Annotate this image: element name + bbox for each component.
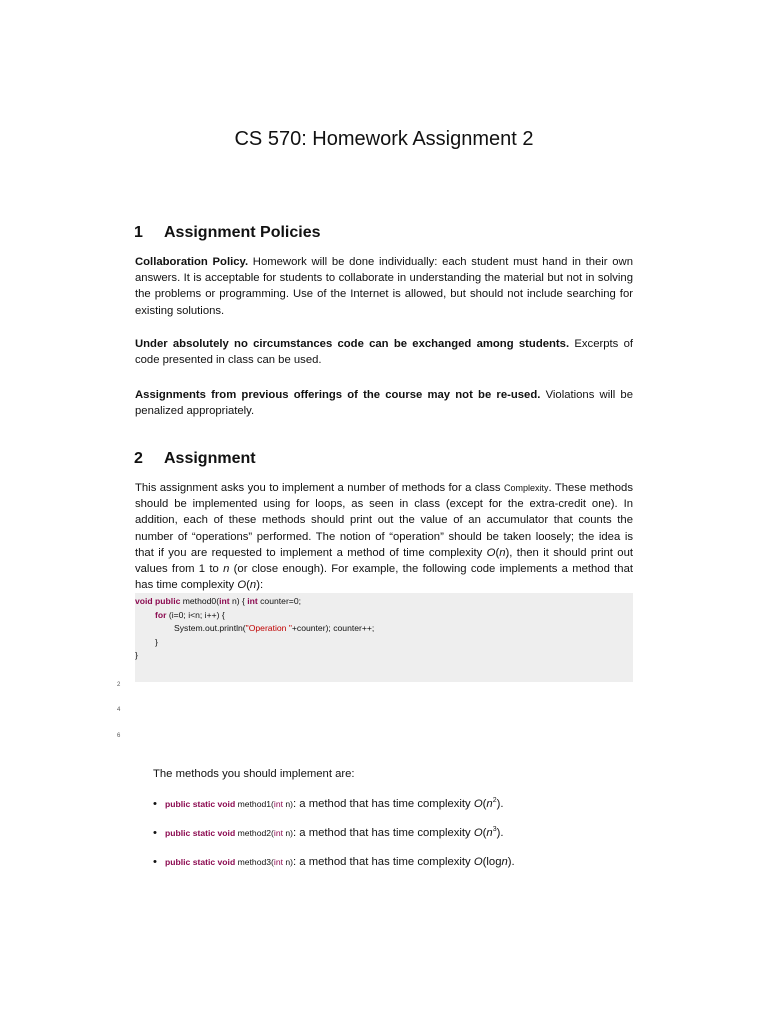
string-literal: "Operation " (245, 623, 292, 633)
code-text: n) (282, 799, 294, 809)
code-line (135, 636, 633, 650)
keyword: public static void (165, 828, 236, 838)
text: ), then it should print out values from 1 to (135, 546, 634, 576)
keyword: int (219, 596, 230, 606)
document-title: CS 570: Homework Assignment 2 (234, 128, 534, 150)
code-exchange-paragraph (135, 336, 633, 368)
section-number: 2 (134, 450, 143, 467)
class-name: Complexity (503, 483, 549, 493)
keyword: for (155, 609, 167, 620)
bold-lead: Collaboration Policy. (135, 256, 249, 268)
keyword: int (273, 857, 283, 867)
code-line (135, 622, 633, 636)
exponent: 2 (492, 797, 497, 805)
section-1-heading (134, 224, 321, 242)
description: : a method that has time complexity (293, 856, 474, 868)
exponent: 3 (492, 826, 497, 834)
code-block (135, 593, 633, 682)
code-line (135, 595, 633, 609)
line-number: 2 (117, 682, 121, 688)
code-text: n) (282, 857, 294, 867)
method-name: method2( (235, 828, 274, 838)
paragraph-text: Excerpts of code presented in class can be used. (135, 338, 633, 367)
assignment-description-paragraph (135, 480, 633, 593)
code-text: +counter); counter++; (291, 623, 375, 633)
text: . These methods should be implemented using for loops, as seen in class (except for the extra-credit one). In addition, each of these methods should print out the value of an accumulator that counts the number of “operations” performed. The notion of “operation” should be taken loosely; the idea is that if you are requested to implement a method of time complexity (135, 482, 633, 559)
section-number: 1 (134, 224, 143, 241)
list-item (153, 856, 515, 868)
code-text: n) (282, 828, 294, 838)
text: ( (246, 579, 250, 592)
text: (or close enough). For example, the following code implements a method that has time complexity (135, 563, 633, 592)
keyword: void public (135, 596, 181, 606)
collaboration-policy-paragraph (135, 254, 633, 319)
description: : a method that has time complexity (293, 798, 474, 810)
section-title: Assignment (164, 450, 256, 467)
line-number: 4 (117, 707, 121, 713)
bullet: • (153, 798, 157, 810)
text: ( (482, 798, 487, 810)
var-n: n (223, 563, 230, 576)
method-name: method1( (235, 799, 274, 809)
keyword: public static void (165, 857, 236, 867)
bold-lead: Under absolutely no circumstances code can be exchanged among students. (135, 338, 570, 350)
big-o: O (473, 856, 483, 868)
bullet: • (153, 827, 157, 839)
big-o: O (237, 579, 247, 592)
text: ): (256, 579, 264, 592)
var-n: n (486, 798, 493, 810)
code-line (135, 649, 633, 663)
methods-intro: The methods you should implement are: (153, 768, 355, 780)
keyword: public static void (165, 799, 236, 809)
paragraph-text: Violations will be penalized appropriately. (135, 389, 633, 418)
bullet: • (153, 856, 157, 868)
section-title: Assignment Policies (164, 224, 321, 241)
list-item (153, 827, 504, 839)
var-n: n (501, 856, 508, 868)
line-number: 6 (117, 733, 121, 739)
code-text: } (135, 650, 138, 660)
keyword: int (273, 799, 283, 809)
code-text: } (155, 636, 158, 647)
method-name: method3( (235, 857, 274, 867)
paragraph-text: Homework will be done individually: each student must hand in their own answers. It is acceptable for students to collaborate in understanding the material but not in solving the problems or programming. Use of the Internet is allowed, but should not include searching for existing solutions. (135, 256, 633, 317)
var-n: n (499, 546, 506, 559)
keyword: int (247, 596, 258, 606)
text: ( (495, 546, 500, 559)
code-text: n) { (229, 596, 248, 606)
code-text: System.out.println( (174, 623, 246, 633)
text: ). (496, 827, 504, 839)
text: ). (496, 798, 504, 810)
text: (log (482, 856, 502, 868)
big-o: O (486, 546, 496, 559)
big-o: O (473, 798, 483, 810)
text: ( (482, 827, 487, 839)
text: This assignment asks you to implement a number of methods for a class (135, 482, 504, 494)
var-n: n (486, 827, 493, 839)
list-item (153, 798, 504, 810)
text: ). (507, 856, 515, 868)
code-text: method0( (180, 596, 220, 606)
big-o: O (473, 827, 483, 839)
code-text: (i=0; i<n; i++) { (166, 609, 225, 620)
code-text: counter=0; (257, 596, 301, 606)
section-2-heading (134, 450, 256, 468)
var-n: n (249, 579, 257, 592)
keyword: int (273, 828, 283, 838)
reuse-paragraph (135, 387, 633, 419)
bold-lead: Assignments from previous offerings of the course may not be re-used. (135, 389, 541, 401)
description: : a method that has time complexity (293, 827, 474, 839)
code-line (135, 609, 633, 623)
